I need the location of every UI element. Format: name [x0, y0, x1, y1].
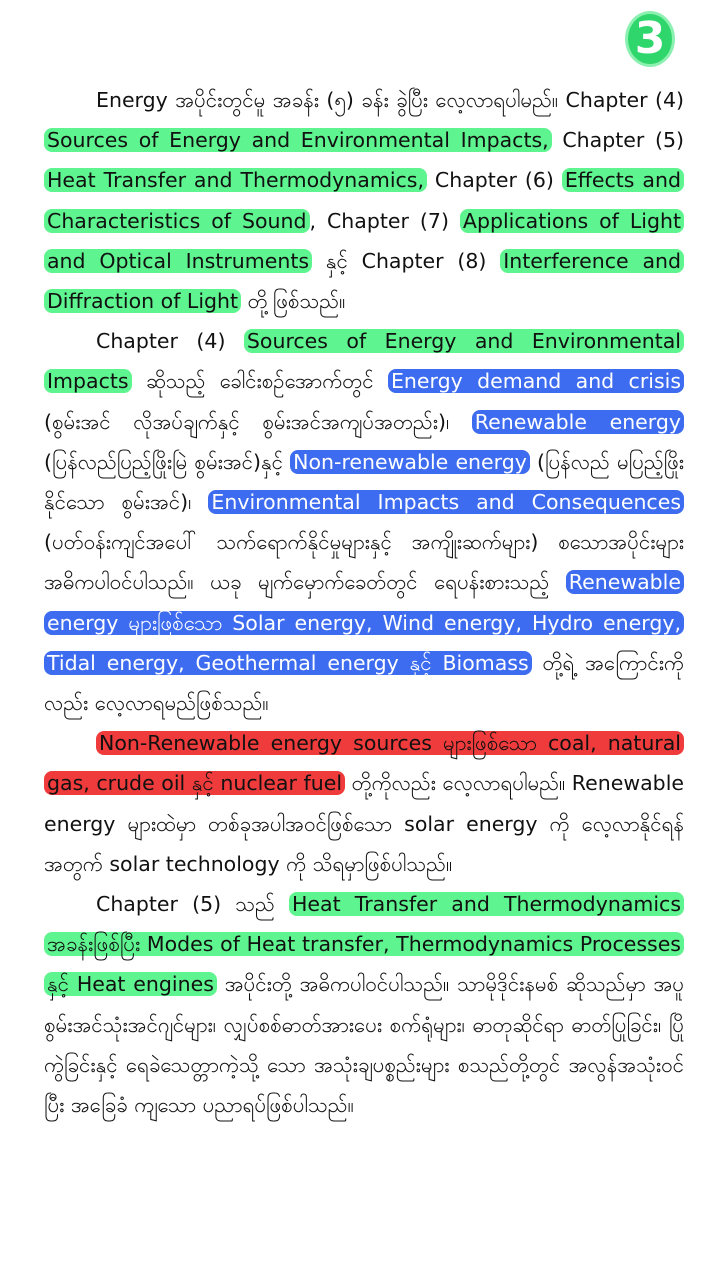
highlight-green: Interference and Diffraction of Light [44, 249, 684, 313]
document-body [44, 80, 684, 1125]
highlight-blue: Renewable energy များဖြစ်သော Solar energy, Wind energy, Hydro energy, Tidal energy, Geothermal energy နှင့် Biomass [44, 570, 684, 674]
highlight-blue: Non-renewable energy [290, 450, 530, 474]
paragraph-chapters-overview [44, 80, 684, 321]
text-run: (ပြန်လည် မပြည့်ဖြိုးနိုင်သော စွမ်းအင်)၊ [44, 449, 684, 515]
text-run: ဆိုသည့် ခေါင်းစဉ်အောက်တွင် [131, 369, 388, 394]
paragraph-chapter-5 [44, 884, 684, 1125]
highlight-green: Applications of Light and Optical Instruments [44, 209, 684, 273]
highlight-red: Non-Renewable energy sources များဖြစ်သော coal, natural gas, crude oil နှင့် nuclear fuel [44, 731, 684, 795]
highlight-green: Sources of Energy and Environmental Impacts [44, 329, 684, 393]
highlight-blue: Renewable energy [472, 410, 684, 434]
highlight-green: Heat Transfer and Thermodynamics, [44, 168, 427, 192]
text-run: Chapter (4) [96, 329, 244, 354]
highlight-green: Heat Transfer and Thermodynamics အခန်းဖြစ်ပြီး Modes of Heat transfer, Thermodynamics Processes နှင့် Heat engines [44, 892, 684, 996]
text-run: တို့ကိုလည်း လေ့လာရပါမည်။ Renewable energy များထဲမှာ တစ်ခုအပါအဝင်ဖြစ်သော solar energy ကို လေ့လာနိုင်ရန်အတွက် solar technology ကို သိရမှာဖြစ်ပါသည်။ [44, 771, 685, 876]
text-run: Chapter (6) [426, 168, 562, 193]
highlight-blue: Energy demand and crisis [388, 369, 684, 393]
text-run: နှင့် Chapter (8) [312, 248, 501, 273]
text-run: Chapter (5) [551, 128, 685, 153]
text-run: Energy အပိုင်းတွင်မူ အခန်း (၅) ခန်း ခွဲပြီး လေ့လာရပါမည်။ Chapter (4) [96, 88, 684, 112]
text-run: တို့ရဲ့ အကြောင်းကိုလည်း လေ့လာရမည်ဖြစ်သည်။ [44, 650, 684, 716]
paragraph-non-renewable [44, 723, 684, 884]
text-run: အပိုင်းတို့ အဓိကပါဝင်ပါသည်။ သာမိုဒိုင်းနမစ် ဆိုသည်မှာ အပူစွမ်းအင်သုံးအင်ဂျင်များ၊ လျှပ်စစ်ဓာတ်အားပေး စက်ရုံများ၊ ဓာတုဆိုင်ရာ ဓာတ်ပြုခြင်း၊ ပြိုကွဲခြင်းနှင့် ရေခဲသေတ္တာကဲ့သို့ သော အသုံးချပစ္စည်းများ စသည်တို့တွင် အလွန်အသုံးဝင်ပြီး အခြေခံ ကျသော ပညာရပ်ဖြစ်ပါသည်။ [44, 972, 684, 1118]
text-run: (ပတ်ဝန်းကျင်အပေါ် သက်ရောက်နိုင်မှုများနှင့် အကျိုးဆက်များ) စသောအပိုင်းများ အဓိကပါဝင်ပါသည်။ ယခု မျက်မှောက်ခေတ်တွင် ရေပန်းစားသည့် [44, 530, 684, 595]
paragraph-chapter-4 [44, 321, 684, 723]
text-run: တို့ဖြစ်သည်။ [241, 289, 346, 314]
text-run: , Chapter (7) [309, 208, 460, 233]
highlight-green: Sources of Energy and Environmental Impacts, [44, 128, 552, 152]
text-run: (စွမ်းအင် လိုအပ်ချက်နှင့် စွမ်းအင်အကျပ်အတည်း)၊ [44, 409, 472, 434]
highlight-blue: Environmental Impacts and Consequences [208, 490, 684, 514]
text-run: (ပြန်လည်ပြည့်ဖြိုးမြဲ စွမ်းအင်)နှင့် [44, 449, 291, 474]
highlight-green: Effects and Characteristics of Sound [44, 168, 684, 232]
page-number-badge: 3 [628, 14, 672, 64]
text-run: Chapter (5) သည် [96, 892, 289, 917]
